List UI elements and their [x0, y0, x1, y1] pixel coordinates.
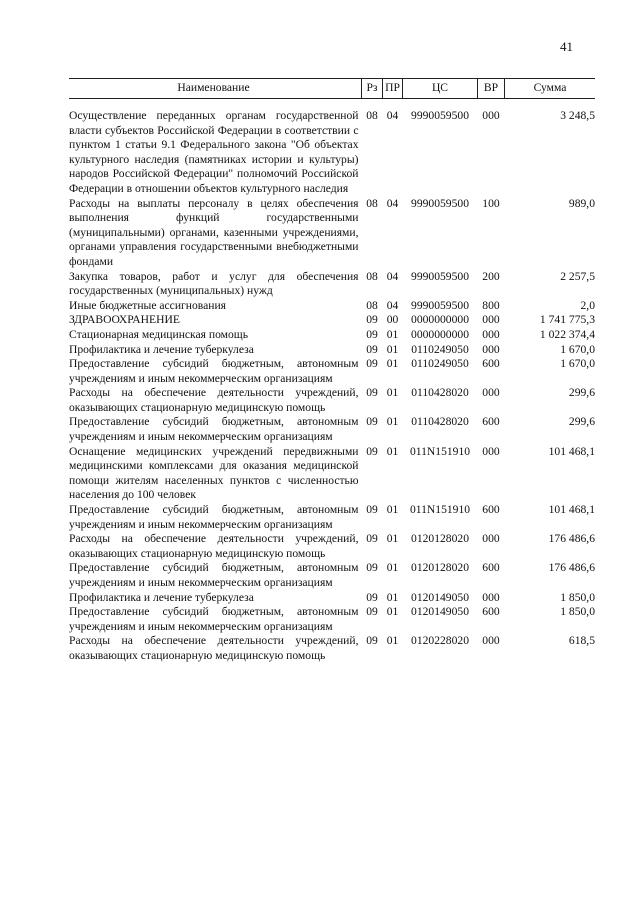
row-rz: 09 — [366, 342, 378, 356]
row-pr: 01 — [386, 561, 399, 575]
table-row — [69, 99, 595, 197]
row-sum: 2 257,5 — [560, 269, 595, 283]
row-vr: 600 — [482, 561, 500, 575]
row-sum: 2,0 — [580, 298, 595, 312]
row-cs: 0000000000 — [411, 313, 469, 327]
row-name: Осуществление переданных органам государственной власти субъектов Российской Федерации в соответствии с пунктом 1 статьи 9.1 Федерального закона "Об объектах культурного наследия (памятниках истории и культуры) народов Российской Федерации" полномочий Российской Федерации в отношении объектов культурного наследия — [69, 109, 359, 195]
table-row — [69, 313, 595, 328]
row-cs: 9990059500 — [411, 109, 469, 122]
row-pr: 01 — [386, 532, 399, 546]
row-sum: 3 248,5 — [560, 109, 595, 122]
row-sum: 176 486,6 — [548, 561, 595, 575]
row-vr: 000 — [482, 386, 500, 400]
row-sum: 1 850,0 — [560, 605, 595, 619]
header-name: Наименование — [69, 79, 362, 99]
row-cs: 011N151910 — [409, 444, 471, 458]
row-name: Расходы на обеспечение деятельности учреждений, оказывающих стационарную медицинскую помощь — [69, 532, 359, 560]
row-vr: 600 — [482, 415, 500, 429]
row-pr: 01 — [386, 590, 399, 604]
row-rz: 09 — [366, 561, 378, 575]
row-sum: 1 741 775,3 — [539, 313, 595, 327]
row-pr: 01 — [386, 503, 399, 517]
row-name: Расходы на обеспечение деятельности учреждений, оказывающих стационарную медицинскую помощь — [69, 634, 359, 662]
row-rz: 08 — [366, 196, 378, 210]
row-cs: 0120128020 — [411, 561, 469, 575]
row-vr: 000 — [482, 634, 500, 648]
row-sum: 1 670,0 — [560, 357, 595, 371]
row-sum: 1 022 374,4 — [539, 327, 595, 341]
row-cs: 0120228020 — [411, 634, 469, 648]
row-cs: 0000000000 — [411, 327, 469, 341]
row-rz: 09 — [366, 327, 378, 341]
row-pr: 00 — [386, 313, 399, 327]
row-name: Расходы на выплаты персоналу в целях обеспечения выполнения функций государственными (муниципальными) органами, казенными учреждениями, органами управления государственными внебюджетными фондами — [69, 196, 359, 268]
row-name: Предоставление субсидий бюджетным, автономным учреждениям и иным некоммерческим организациям — [69, 605, 359, 633]
row-rz: 09 — [366, 415, 378, 429]
table-row — [69, 299, 595, 314]
row-cs: 0120149050 — [411, 590, 469, 604]
row-rz: 08 — [366, 269, 378, 283]
row-sum: 299,6 — [568, 386, 595, 400]
row-pr: 01 — [386, 327, 399, 341]
row-name: Расходы на обеспечение деятельности учреждений, оказывающих стационарную медицинскую помощь — [69, 386, 359, 414]
row-name: Предоставление субсидий бюджетным, автономным учреждениям и иным некоммерческим организациям — [69, 503, 359, 531]
row-vr: 800 — [482, 298, 500, 312]
row-sum: 176 486,6 — [548, 532, 595, 546]
row-sum: 618,5 — [568, 634, 595, 648]
row-name: Профилактика и лечение туберкулеза — [69, 342, 254, 356]
row-vr: 000 — [482, 313, 500, 327]
header-cs: ЦС — [403, 79, 478, 99]
row-name: Предоставление субсидий бюджетным, автономным учреждениям и иным некоммерческим организациям — [69, 561, 359, 589]
row-pr: 01 — [386, 357, 399, 371]
table-header-row — [69, 79, 595, 99]
row-rz: 09 — [366, 313, 378, 327]
row-rz: 09 — [366, 357, 378, 371]
row-rz: 09 — [366, 590, 378, 604]
row-cs: 9990059500 — [411, 269, 469, 283]
row-cs: 0110428020 — [411, 386, 469, 400]
table-row — [69, 591, 595, 606]
table-row — [69, 634, 595, 663]
row-vr: 600 — [482, 357, 500, 371]
table-row — [69, 328, 595, 343]
table-row — [69, 386, 595, 415]
row-vr: 000 — [482, 109, 500, 122]
table-row — [69, 445, 595, 503]
row-cs: 011N151910 — [409, 503, 471, 517]
row-rz: 09 — [366, 605, 378, 619]
row-name: Иные бюджетные ассигнования — [69, 298, 226, 312]
table-row — [69, 357, 595, 386]
header-rz: Рз — [362, 79, 383, 99]
row-sum: 299,6 — [568, 415, 595, 429]
row-pr: 01 — [386, 605, 399, 619]
page-number: 41 — [560, 39, 573, 54]
row-pr: 04 — [386, 196, 399, 210]
row-cs: 0120149050 — [411, 605, 469, 619]
budget-table — [69, 78, 595, 664]
table-row — [69, 532, 595, 561]
row-vr: 000 — [482, 444, 500, 458]
row-sum: 1 670,0 — [560, 342, 595, 356]
row-vr: 000 — [482, 342, 500, 356]
row-name: Профилактика и лечение туберкулеза — [69, 590, 254, 604]
row-pr: 04 — [386, 269, 399, 283]
table-row — [69, 605, 595, 634]
row-name: Оснащение медицинских учреждений передвижными медицинскими комплексами для оказания медицинской помощи жителям населенных пунктов с численностью населения до 100 человек — [69, 444, 359, 502]
row-pr: 01 — [386, 342, 399, 356]
row-sum: 1 850,0 — [560, 590, 595, 604]
table-row — [69, 270, 595, 299]
row-vr: 000 — [482, 532, 500, 546]
row-vr: 000 — [482, 327, 500, 341]
header-vr: ВР — [478, 79, 505, 99]
row-sum: 101 468,1 — [548, 444, 595, 458]
header-pr: ПР — [383, 79, 403, 99]
row-vr: 600 — [482, 503, 500, 517]
table-row — [69, 415, 595, 444]
row-rz: 09 — [366, 444, 378, 458]
row-cs: 0110428020 — [411, 415, 469, 429]
row-sum: 989,0 — [568, 196, 595, 210]
table-row — [69, 343, 595, 358]
row-pr: 01 — [386, 634, 399, 648]
row-vr: 100 — [482, 196, 500, 210]
row-cs: 0110249050 — [411, 357, 469, 371]
row-rz: 09 — [366, 532, 378, 546]
header-sum: Сумма — [505, 79, 596, 99]
row-rz: 08 — [366, 298, 378, 312]
row-cs: 0110249050 — [411, 342, 469, 356]
row-pr: 01 — [386, 415, 399, 429]
row-name: Предоставление субсидий бюджетным, автономным учреждениям и иным некоммерческим организациям — [69, 357, 359, 385]
row-rz: 09 — [366, 503, 378, 517]
row-pr: 04 — [386, 109, 399, 122]
table-row — [69, 561, 595, 590]
row-vr: 600 — [482, 605, 500, 619]
table-row — [69, 197, 595, 270]
table-body — [69, 99, 595, 664]
row-name: Предоставление субсидий бюджетным, автономным учреждениям и иным некоммерческим организациям — [69, 415, 359, 444]
row-name: Стационарная медицинская помощь — [69, 327, 249, 341]
row-pr: 01 — [386, 386, 399, 400]
row-rz: 09 — [366, 386, 378, 400]
row-cs: 0120128020 — [411, 532, 469, 546]
row-sum: 101 468,1 — [548, 503, 595, 517]
row-cs: 9990059500 — [411, 196, 469, 210]
row-name: ЗДРАВООХРАНЕНИЕ — [69, 313, 180, 327]
row-cs: 9990059500 — [411, 298, 469, 312]
row-name: Закупка товаров, работ и услуг для обеспечения государственных (муниципальных) нужд — [69, 269, 359, 298]
row-vr: 000 — [482, 590, 500, 604]
row-pr: 04 — [386, 298, 399, 312]
row-vr: 200 — [482, 269, 500, 283]
table-row — [69, 503, 595, 532]
row-rz: 09 — [366, 634, 378, 648]
row-pr: 01 — [386, 444, 399, 458]
row-rz: 08 — [366, 109, 378, 122]
